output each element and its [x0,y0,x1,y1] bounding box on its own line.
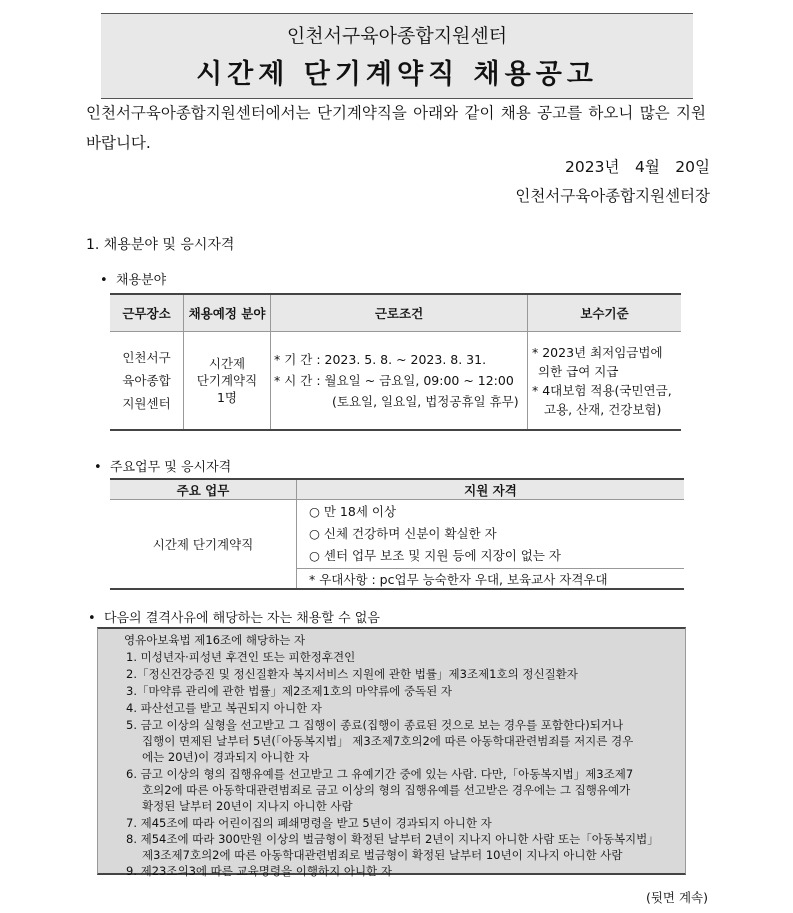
disqualification-item: 1. 미성년자·피성년 후견인 또는 피한정후견인 [126,650,356,664]
cell-line: 고용, 산재, 건강보험) [544,401,662,417]
table-header: 보수기준 [528,294,682,332]
duties-table [110,478,684,590]
disqualification-item-cont: 확정된 날부터 20년이 지나지 아니한 사람 [142,799,353,813]
bullet-duties [94,456,231,475]
qualification-item: ○ 신체 건강하며 신분이 확실한 자 [309,526,497,541]
cell-line: 육아종합 [122,373,171,388]
disqualification-item: 9. 제23조의3에 따른 교육명령을 이행하지 아니한 자 [126,864,392,878]
table-header: 지원 자격 [297,479,685,500]
cell-line: * 시 간 : 월요일 ~ 금요일, 09:00 ~ 12:00 [274,373,514,388]
table-header-row [110,479,684,500]
bullet-dot-icon: • [100,273,116,288]
signer: 인천서구육아종합지원센터장 [515,187,710,205]
bullet-label: 채용분야 [115,273,167,288]
pay-cell [528,332,682,431]
bullet-field [100,269,166,288]
recruitment-table [110,293,681,431]
cell-line: 시간제 [208,356,246,371]
disqualification-item-cont: 호의2에 따른 아동학대관련범죄로 금고 이상의 형의 집행유예를 선고받은 경우에는 그 집행유예가 [142,783,631,797]
disqualification-item: 3.「마약류 관리에 관한 법률」제2조제1호의 마약류에 중독된 자 [126,684,453,698]
section-heading: 1. 채용분야 및 응시자격 [86,237,235,253]
bullet-disqualifications [88,607,380,626]
cell-line: * 2023년 최저임금법에 [532,344,663,360]
place-cell [110,332,184,431]
table-header: 채용예정 분야 [184,294,271,332]
field-cell [184,332,271,431]
disqualification-item: 4. 파산선고를 받고 복권되지 아니한 자 [126,701,322,715]
cell-line: 의한 급여 지급 [538,363,619,379]
disqualification-lead: 영유아보육법 제16조에 해당하는 자 [124,633,306,647]
notice-date: 2023년 4월 20일 [565,158,710,176]
cell-line: 인천서구 [122,350,171,365]
table-header-row [110,294,681,332]
qualifications-cell [297,500,685,569]
intro-text: 인천서구육아종합지원센터에서는 단기계약직을 아래와 같이 채용 공고를 하오니 많은 지원 바랍니다. [86,104,706,152]
cell-line: 지원센터 [122,396,171,411]
preference-cell: * 우대사항 : pc업무 능숙한자 우대, 보육교사 자격우대 [297,569,685,590]
qualification-item: ○ 만 18세 이상 [309,504,397,519]
conditions-cell [271,332,528,431]
duty-cell: 시간제 단기계약직 [110,500,297,590]
bullet-dot-icon: • [94,460,110,475]
cell-line: * 4대보험 적용(국민연금, [532,382,672,398]
cell-line: 단기계약직 [196,373,258,388]
page-title: 시간제 단기계약직 채용공고 [196,59,598,90]
continued-note: (뒷면 계속) [645,890,708,905]
disqualification-item-cont: 제3조제7호의2에 따른 아동학대관련범죄로 벌금형이 확정된 날부터 10년이 지나지 아니한 사람 [142,848,623,862]
disqualification-item: 8. 제54조에 따라 300만원 이상의 벌금형이 확정된 날부터 2년이 지나지 아니한 사람 또는「아동복지법」 [126,832,659,846]
disqualification-item: 6. 금고 이상의 형의 집행유예를 선고받고 그 유예기간 중에 있는 사람. 다만,「아동복지법」제3조제7 [126,767,634,781]
cell-line: * 기 간 : 2023. 5. 8. ~ 2023. 8. 31. [274,352,487,367]
cell-line: 1명 [216,390,238,405]
qualification-item: ○ 센터 업무 보조 및 지원 등에 지장이 없는 자 [309,548,561,563]
bullet-dot-icon: • [88,611,104,626]
table-header: 근로조건 [271,294,528,332]
table-row [110,332,681,431]
disqualification-box [97,627,686,878]
bullet-label: 다음의 결격사유에 해당하는 자는 채용할 수 없음 [103,611,380,626]
table-header: 주요 업무 [110,479,297,500]
cell-line: (토요일, 일요일, 법정공휴일 휴무) [332,394,519,409]
bullet-label: 주요업무 및 응시자격 [109,460,232,475]
disqualification-item: 7. 제45조에 따라 어린이집의 폐쇄명령을 받고 5년이 경과되지 아니한 자 [126,816,492,830]
table-row [110,500,684,569]
disqualification-item-cont: 에는 20년)이 경과되지 아니한 자 [142,750,310,764]
org-name: 인천서구육아종합지원센터 [286,25,508,47]
title-box [101,13,693,99]
disqualification-item: 2.「정신건강증진 및 정신질환자 복지서비스 지원에 관한 법률」제3조제1호의 정신질환자 [126,667,578,681]
table-header: 근무장소 [110,294,184,332]
disqualification-item: 5. 금고 이상의 실형을 선고받고 그 집행이 종료(집행이 종료된 것으로 보는 경우를 포함한다)되거나 [126,718,624,732]
disqualification-item-cont: 집행이 면제된 날부터 5년(「아동복지법」 제3조제7호의2에 따른 아동학대관련범죄를 저지른 경우 [142,734,634,748]
